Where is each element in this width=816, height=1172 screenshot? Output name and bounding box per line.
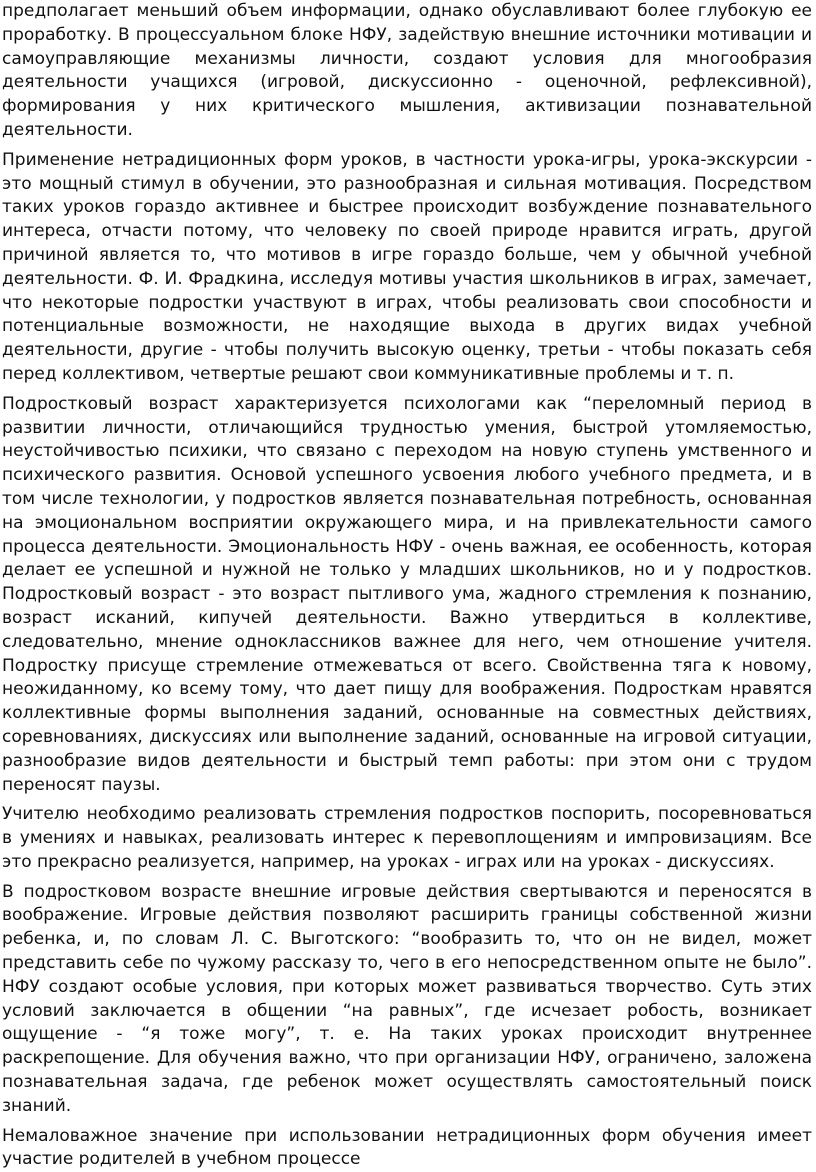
paragraph-continuation: предполагает меньший объем информации, однако обуславливают более глубокую ее проработку. В процессуальном блоке НФУ, задействую внешние источники мотивации и самоуправляющие механизмы личности, создают условия для многообразия деятельности учащихся (игровой, дискуссионно - оценочной, рефлексивной), формирования у них критического мышления, активизации познавательной деятельности. <box>2 1 812 140</box>
paragraph-teacher-task: Учителю необходимо реализовать стремления подростков поспорить, посоревноваться в умениях и навыках, реализовать интерес к перевоплощениям и импровизациям. Все это прекрасно реализуется, например, на уроках - играх или на уроках - дискуссиях. <box>2 804 812 872</box>
paragraph-game-actions: В подростковом возрасте внешние игровые действия свертываются и переносятся в воображение. Игровые действия позволяют расширить границы собственной жизни ребенка, и, по словам Л. С. Выготского: “вообразить то, что он не видел, может представить себе по чужому рассказу то, чего в его непосредственном опыте не было”. НФУ создают особые условия, при которых может развиваться творчество. Суть этих условий заключается в общении “на равных”, где исчезает робость, возникает ощущение - “я тоже могу”, т. е. На таких уроках происходит внутреннее раскрепощение. Для обучения важно, что при организации НФУ, ограничено, заложена познавательная задача, где ребенок может осуществлять самостоятельный поиск знаний. <box>2 881 812 1116</box>
paragraph-adolescent-age: Подростковый возраст характеризуется психологами как “переломный период в развитии личности, отличающийся трудностью умения, быстрой утомляемостью, неустойчивостью психики, что связано с переходом на новую ступень умственного и психического развития. Основой успешного усвоения любого учебного предмета, и в том числе технологии, у подростков является познавательная потребность, основанная на эмоциональном восприятии окружающего мира, и на привлекательности самого процесса деятельности. Эмоциональность НФУ - очень важная, ее особенность, которая делает ее успешной и нужной не только у младших школьников, но и у подростков. Подростковый возраст - это возраст пытливого ума, жадного стремления к познанию, возраст исканий, кипучей деятельности. Важно утвердиться в коллективе, следовательно, мнение одноклассников важнее для него, чем отношение учителя. Подростку присуще стремление отмежеваться от всего. Свойственна тяга к новому, неожиданному, ко всему тому, что дает пищу для воображения. Подросткам нравятся коллективные формы выполнения заданий, основанные на совместных действиях, соревнованиях, дискуссиях или выполнение заданий, основанные на игровой ситуации, разнообразие видов деятельности и быстрый темп работы: при этом они с трудом переносят паузы. <box>2 393 812 795</box>
paragraph-nontraditional-lessons: Применение нетрадиционных форм уроков, в частности урока-игры, урока-экскурсии - это мощный стимул в обучении, это разнообразная и сильная мотивация. Посредством таких уроков гораздо активнее и быстрее происходит возбуждение познавательного интереса, отчасти потому, что человеку по своей природе нравится играть, другой причиной является то, что мотивов в игре гораздо больше, чем у обычной учебной деятельности. Ф. И. Фрадкина, исследуя мотивы участия школьников в играх, замечает, что некоторые подростки участвуют в играх, чтобы реализовать свои способности и потенциальные возможности, не находящие выхода в других видах учебной деятельности, другие - чтобы получить высокую оценку, третьи - чтобы показать себя перед коллективом, четвертые решают свои коммуникативные проблемы и т. п. <box>2 149 812 384</box>
paragraph-parents-role: Немаловажное значение при использовании нетрадиционных форм обучения имеет участие родителей в учебном процессе <box>2 1125 812 1170</box>
